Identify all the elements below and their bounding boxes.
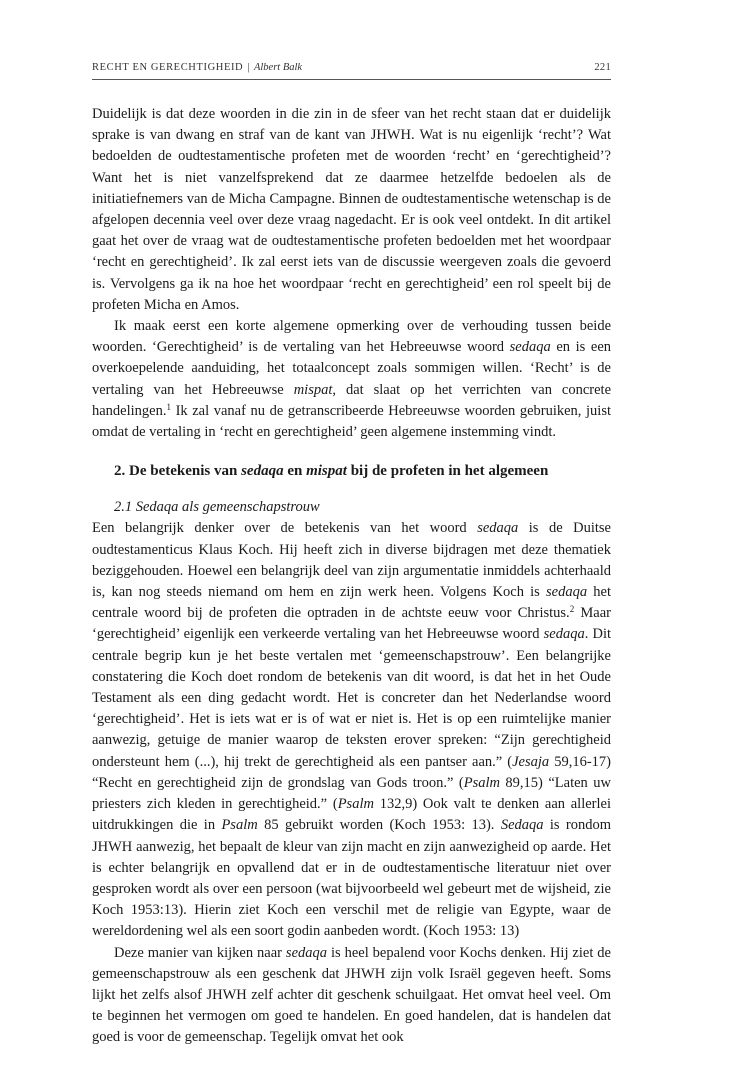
paragraph-1: Duidelijk is dat deze woorden in die zin in de sfeer van het recht staan dat er duidelijk sprake is van dwang en straf van de kant van JHWH. Wat is nu eigenlijk ‘recht’? Wat bedoelden de oudtestamentische profeten met de woorden ‘recht’ en ‘gerechtigheid’? Want het is niet vanzelfsprekend dat ze daarmee hetzelfde bedoelen als de initiatiefnemers van de Micha Campagne. Binnen de oudtestamentische wetenschap is de afgelopen decennia veel over deze vraag nagedacht. Er is ook veel ontdekt. In dit artikel gaat het over de vraag wat de oudtestamentische profeten bedoelden met het woordpaar ‘recht en gerechtigheid’. Ik zal eerst iets van de discussie weergeven zoals die gevoerd is. Vervolgens ga ik na hoe het woordpaar ‘recht en gerechtigheid’ een rol speelt bij de profeten Micha en Amos. <box>92 106 611 313</box>
running-header-left <box>92 62 302 73</box>
text-run: 89,15) “Laten uw priesters zich kleden in gerechtigheid.” ( <box>92 774 611 813</box>
body-text <box>92 104 611 1049</box>
author-name: Albert Balk <box>253 62 303 73</box>
heading-term: mispat <box>306 463 347 480</box>
subsection-heading: 2.1 Sedaqa als gemeenschapstrouw <box>114 499 320 516</box>
paragraph-4 <box>92 943 611 1049</box>
text-run: Ik maak eerst een korte algemene opmerking over de verhouding tussen beide woorden. ‘Gerechtigheid’ is de vertaling van het Hebreeuwse woord <box>92 318 611 356</box>
header-rule <box>92 79 611 80</box>
text-run: het centrale woord bij de profeten die optraden in de achtste eeuw voor Christus. <box>92 584 612 622</box>
footnote-marker: 2 <box>569 604 575 615</box>
hebrew-term: sedaqa <box>546 584 588 601</box>
header-separator: | <box>247 62 250 73</box>
paragraph-2 <box>92 316 611 443</box>
hebrew-term: mispat <box>293 381 333 398</box>
text-run: Ik zal vanaf nu de getranscribeerde Hebreeuwse woorden gebruiken, juist omdat de vertaling in ‘recht en gerechtigheid’ geen algemene instemming vindt. <box>92 402 611 441</box>
text-run: . Dit centrale begrip kun je het beste vertalen met ‘gemeenschapstrouw’. Een belangrijke constatering die Koch doet rondom de betekenis van dit woord, is dat het in het Oude Testament als een ding gedacht wordt. Het is concreter dan het Nederlandse woord ‘gerechtigheid’. Het is iets wat er is of wat er niet is. Het is op een ruimtelijke manier aanwezig, getuige de manier waarop de teksten erover spreken: “Zijn gerechtigheid ondersteunt hem (...), hij trekt de gerechtigheid als een pantser aan.” ( <box>92 626 612 770</box>
heading-text: bij de profeten in het algemeen <box>346 463 549 480</box>
hebrew-term: Sedaqa <box>500 817 544 834</box>
text-run: , dat slaat op het verrichten van concrete handelingen. <box>92 381 612 419</box>
text-run: is rondom JHWH aanwezig, het bepaalt de kleur van zijn macht en zijn aanwezigheid op aarde. Het is echter belangrijk en opvallend dat er in de oudtestamentische literatuur niet over gesproken wordt als over een persoon (wat bijvoorbeeld wel gebeurt met de wijsheid, zie Koch 1953:13). Hierin ziet Koch een verschil met de religie van Egypte, waar de wereldordening wel als een soort godin aanbeden wordt. (Koch 1953: 13) <box>92 817 612 940</box>
footnote-marker: 1 <box>166 401 171 412</box>
paragraph-3 <box>92 518 611 942</box>
page-number: 221 <box>594 62 611 73</box>
section-heading <box>114 461 611 482</box>
text-run: is heel bepalend voor Kochs denken. Hij ziet de gemeenschapstrouw als een geschenk dat JHWH zijn volk Israël gegeven heeft. Soms lijkt het zelfs alsof JHWH zelf achter dit geschenk schuilgaat. Het omvat heel veel. Om te beginnen het vermogen om goed te handelen. En goed handelen, dat is handelen dat goed is voor de gemeenschap. Tegelijk omvat het ook <box>92 944 611 1046</box>
heading-text: 2. De betekenis van <box>114 463 242 480</box>
text-run: Maar ‘gerechtigheid’ eigenlijk een verkeerde vertaling van het Hebreeuwse woord <box>92 605 612 643</box>
hebrew-term: sedaqa <box>285 944 328 961</box>
text-run: 132,9) Ook valt te denken aan allerlei uitdrukkingen die in <box>92 796 611 834</box>
text-run: Deze manier van kijken naar <box>114 944 286 961</box>
hebrew-term: sedaqa <box>509 339 551 356</box>
text-run: en is een overkoepelende aanduiding, het totaalconcept zoals sommigen willen. ‘Recht’ is de vertaling van het Hebreeuwse <box>92 339 612 398</box>
heading-text: en <box>283 463 307 480</box>
hebrew-term: sedaqa <box>543 626 585 643</box>
text-run: Een belangrijk denker over de betekenis van het woord <box>92 520 478 537</box>
book-reference: Psalm <box>221 817 258 834</box>
text-run: is de Duitse oudtestamenticus Klaus Koch. Hij heeft zich in diverse bijdragen met deze thematiek beziggehouden. Hoewel een belangrijk deel van zijn argumentatie inmiddels achterhaald is, kan nog steeds niemand om hem en zijn werk heen. Volgens Koch is <box>92 520 611 601</box>
book-reference: Jesaja <box>512 753 550 770</box>
text-run: 59,16-17) “Recht en gerechtigheid zijn de grondslag van Gods troon.” ( <box>92 753 611 791</box>
text-run: 85 gebruikt worden (Koch 1953: 13). <box>257 817 501 834</box>
running-title: RECHT EN GERECHTIGHEID <box>92 62 244 73</box>
heading-term: sedaqa <box>241 463 284 480</box>
book-reference: Psalm <box>463 774 500 791</box>
hebrew-term: sedaqa <box>477 520 519 537</box>
book-reference: Psalm <box>337 796 374 813</box>
